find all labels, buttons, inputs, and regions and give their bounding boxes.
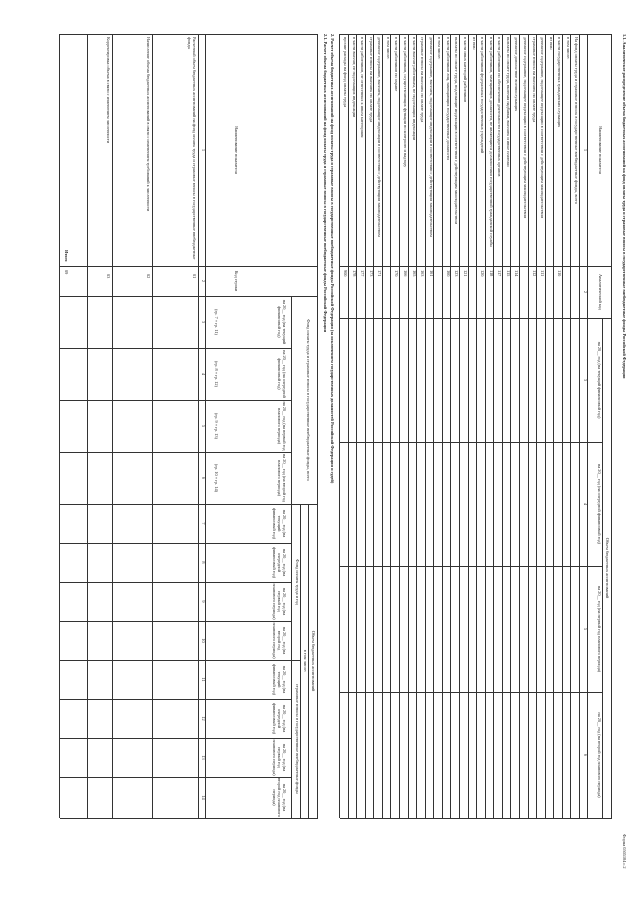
- t2-colnum: 7: [201, 522, 206, 525]
- t2-col-head: на 20__ год (на первый год планового периода): [277, 401, 287, 451]
- t2-col-head: на 20__ год (на второй год планового периода): [277, 453, 287, 503]
- t2-group-volume: Объем бюджетных ассигнований: [311, 630, 316, 692]
- t2-row-code: 01: [192, 274, 197, 279]
- t1-row-line: [408, 34, 409, 818]
- t2-col-code: Код строки: [234, 270, 239, 292]
- t1-row-name: в части работников, осуществляющих функции по контролю и надзору: [403, 37, 409, 168]
- t1-row-line: [519, 34, 520, 818]
- t1-row-line: [562, 34, 563, 818]
- t2-col-head: на 20__ год (на очередной финансовый год): [272, 702, 287, 735]
- t1-row-name: в части государственных гражданских служащих: [557, 37, 563, 128]
- t1-row-code: 165: [411, 270, 417, 277]
- t2-colnum: 11: [201, 677, 206, 682]
- t1-row-line: [425, 34, 426, 818]
- t2-colnum: 10: [201, 638, 206, 643]
- t1-row-code: 111: [540, 270, 546, 277]
- t1-row-name: в части работников федеральных государственных учреждений: [480, 37, 486, 154]
- t1-row-line: [536, 34, 537, 818]
- t2-col-name: Наименование показателя: [234, 126, 239, 174]
- t1-row-code: 110: [557, 270, 563, 277]
- section2-title: 2. Расчет объема бюджетных ассигнований на фонд оплаты труда и страховые взносы в государственные внебюджетные фонды Российской Федерации (за исключением государственных должностей Российской Федерации и судей): [330, 34, 335, 484]
- t2-col-line: [60, 543, 292, 544]
- t2-row-code: 02: [146, 274, 151, 279]
- t1-row-line: [373, 34, 374, 818]
- t1-row-code: 900: [343, 270, 349, 277]
- t2-colnum: 9: [201, 600, 206, 603]
- t2-col-formula: (гр. 9 + гр. 13): [214, 413, 219, 439]
- t1-row-name: из них:: [471, 37, 477, 51]
- t1-row-name: из них:: [548, 37, 554, 51]
- t1-row-name: страховые взносы на выплаты по оплате труда: [531, 37, 537, 123]
- t1-row-code: 117: [497, 270, 503, 277]
- t1-row-line: [382, 34, 383, 818]
- t1-colnum-6: 6: [583, 753, 588, 757]
- t1-row-name: На фонд оплаты труда и страховые взносы в государственные внебюджетные фонды, всего: [574, 37, 580, 205]
- t1-row-line: [476, 34, 477, 818]
- t1-row-name: в части работников, не отнесенных к иным категориям: [360, 37, 366, 138]
- t2-col-head: на 20__ год (на первый год планового периода): [272, 583, 287, 620]
- t1-row-code: 177: [360, 270, 366, 277]
- t2-colnum: 3: [201, 320, 206, 324]
- t2-colnum: 8: [201, 561, 206, 564]
- t2-row-name: Расчетный объем бюджетных ассигнований на фонд оплаты труда и страховые взносы в государственные внебюджетные фонды: [187, 37, 197, 260]
- section1-title: 1.1. Аналитическое распределение объема бюджетных ассигнований на фонд оплаты труда и страховые взносы в государственные внебюджетные фонды Российской Федерации: [622, 34, 627, 379]
- t2-col-formula: (гр. 10 + гр. 14): [214, 463, 219, 493]
- t1-colnum-3: 3: [583, 378, 588, 382]
- t1-row-line: [510, 34, 511, 818]
- table2: [60, 34, 318, 818]
- t2-colnum: 13: [201, 755, 206, 760]
- t1-row-line: [485, 34, 486, 818]
- table1: [340, 34, 612, 818]
- t1-row-line: [365, 34, 366, 818]
- t2-col-head: на 20__ год (на очередной финансовый год): [277, 350, 287, 398]
- t2-col-line: [60, 452, 292, 453]
- t2-col-line: [60, 777, 292, 778]
- t1-row-name: страховые взносы на выплаты по оплате труда: [420, 37, 426, 123]
- form-label: Форма 0505184 с.2: [622, 834, 627, 869]
- t1-row-name: денежное содержание, выплаты, подлежащие индексации в соответствии с действующим законодательством: [377, 37, 383, 237]
- t1-row-code: 166: [403, 270, 409, 277]
- t1-year-1: на 20__ год (на текущий финансовый год): [597, 341, 602, 419]
- t1-colnum-4: 4: [583, 502, 588, 506]
- t1-row-line: [528, 34, 529, 818]
- t1-row-code: 115: [505, 270, 511, 277]
- t2-col-head: на 20__ год (на текущий финансовый год): [272, 663, 287, 696]
- t2-colnum: 1: [201, 148, 206, 152]
- t2-total-label: Итого: [64, 250, 69, 262]
- t1-row-line: [553, 34, 554, 818]
- t1-col-code: Аналитический код: [598, 274, 603, 310]
- t2-col-head: на 20__ год (на первый год планового периода): [272, 739, 287, 776]
- t1-row-code: 118: [488, 270, 494, 277]
- t2-colnum: 2: [201, 279, 206, 283]
- t2-col-head: на 20__ год (на второй год планового периода): [272, 622, 287, 659]
- t1-row-code: 170: [394, 270, 400, 277]
- t1-row-line: [493, 34, 494, 818]
- t1-row-name: денежное довольствие военнослужащих: [514, 37, 520, 112]
- t1-colnum-5: 5: [583, 627, 588, 631]
- t1-row-line: [348, 34, 349, 818]
- t2-group-fot: Фонд оплаты труда и страховые взносы в государственные внебюджетные фонды, всего: [306, 319, 311, 481]
- t1-row-code: 171: [377, 270, 383, 277]
- t1-row-code: 112: [531, 270, 537, 277]
- t2-row-line: [152, 34, 153, 818]
- t1-row-code: 160: [445, 270, 451, 277]
- t1-row-code: 114: [514, 270, 520, 277]
- t2-colnum: 4: [201, 372, 206, 376]
- t1-row-code: 123: [454, 270, 460, 277]
- t1-row-name: денежное содержание, подлежащее индексации в соответствии с действующим законодательством: [523, 37, 529, 219]
- t2-colnum: 14: [201, 795, 206, 800]
- t1-colnum-2: 2: [583, 290, 588, 294]
- t1-row-code: 173: [368, 270, 374, 277]
- t2-row-name: Начисление объема бюджетных ассигнований в связи с изменением требований к численности: [146, 37, 151, 212]
- t2-colnum: 5: [201, 424, 206, 428]
- t1-row-line: [468, 34, 469, 818]
- t1-row-line: [399, 34, 400, 818]
- t2-col-line: [60, 621, 292, 622]
- t1-row-name: в части выплат работникам, не подлежащих индексации: [411, 37, 417, 141]
- t2-col-head: на 20__ год (на текущий финансовый год): [272, 507, 287, 540]
- t1-row-line: [459, 34, 460, 818]
- t1-row-code: 120: [480, 270, 486, 277]
- t1-row-name: в части выплат, не подлежащих индексации: [351, 37, 357, 118]
- t2-col-line: [60, 348, 292, 349]
- t1-row-name: в части работников лиц, замещающих государственные должности: [445, 37, 451, 160]
- t2-col-formula: (гр. 8 + гр. 12): [214, 361, 219, 387]
- t1-row-line: [356, 34, 357, 818]
- t1-row-name: в том числе:: [437, 37, 443, 60]
- t1-year-4: на 20__ год (на второй год планового периода): [597, 712, 602, 798]
- t1-row-line: [545, 34, 546, 818]
- t1-row-line: [416, 34, 417, 818]
- t1-row-name: в том числе:: [565, 37, 571, 60]
- t2-in-that: в том числе:: [303, 649, 308, 673]
- t1-row-name: в части иных категорий работников: [463, 37, 469, 103]
- t2-total-code: 09: [64, 270, 69, 275]
- t1-row-line: [502, 34, 503, 818]
- t2-col-line: [60, 582, 292, 583]
- t1-row-line: [433, 34, 434, 818]
- t1-row-code: 161: [428, 270, 434, 277]
- t1-row-code: 121: [463, 270, 469, 277]
- t2-group-ins: страховые взносы в государственные внебюджетные фонды: [295, 684, 300, 794]
- t2-col-head: на 20__ год (на второй год планового периода): [272, 777, 287, 818]
- t1-row-name: в части работников по охране: [394, 37, 400, 92]
- t1-colnum-1: 1: [583, 148, 588, 152]
- t2-group-fund: Фонд оплаты труда и год: [295, 559, 300, 605]
- t2-colnum: 12: [201, 716, 206, 721]
- t1-row-name: выплаты по оплате труда, подлежащие индексации в соответствии с действующим законодательством: [454, 37, 460, 225]
- t1-row-name: в том числе:: [385, 37, 391, 60]
- t2-col-line: [60, 738, 292, 739]
- t1-row-name: в части работников по обеспечению деятельности государственных органов: [497, 37, 503, 177]
- t2-row-line: [112, 34, 113, 818]
- t1-row-name: денежное содержание, подлежащее индексации в соответствии с действующим законодательством: [540, 37, 546, 219]
- t2-row-code: 03: [106, 274, 111, 279]
- t1-row-code: 178: [351, 270, 357, 277]
- t1-row-code: 163: [420, 270, 426, 277]
- t1-row-name: прочие расходы на фонд оплаты труда: [343, 37, 349, 107]
- t1-row-line: [442, 34, 443, 818]
- t2-col-line: [60, 699, 292, 700]
- t2-row-name: Корректировка объема в связи с изменением численности: [106, 37, 111, 144]
- t1-col-group: Объем бюджетных ассигнований: [605, 537, 610, 599]
- t1-row-name: страховые взносы на выплаты по оплате труда: [368, 37, 374, 123]
- t1-row-line: [570, 34, 571, 818]
- t1-col-name: Наименование показателя: [598, 126, 603, 174]
- t1-year-3: на 20__ год (на первый год планового периода): [597, 585, 602, 673]
- t1-row-name: в части работников, замещающих должности, не являющиеся должностями государственной гражданской службы: [488, 37, 494, 248]
- t2-row-line: [87, 34, 88, 818]
- t2-col-head: на 20__ год (на очередной финансовый год): [272, 546, 287, 579]
- t1-row-line: [390, 34, 391, 818]
- t1-row-name: денежное содержание, выплаты, подлежащие индексации в соответствии с действующим законодательством: [428, 37, 434, 237]
- t2-col-formula: (гр. 7 + гр. 11): [214, 309, 219, 335]
- t2-colnum: 6: [201, 476, 206, 480]
- t1-row-name: выплаты по оплате труда, включая надбавки, выплаты и иные платежи: [505, 37, 511, 167]
- t2-col-line: [60, 400, 292, 401]
- section2-1-title: 2.1. Расчет объема бюджетных ассигнований на фонд оплаты труда и страховые взносы в государственные внебюджетные фонды Российской Федерации: [323, 34, 328, 333]
- t1-year-2: на 20__ год (на очередной финансовый год): [597, 464, 602, 544]
- t2-col-head: на 20__ год (на текущий финансовый год): [277, 299, 287, 345]
- t1-row-line: [450, 34, 451, 818]
